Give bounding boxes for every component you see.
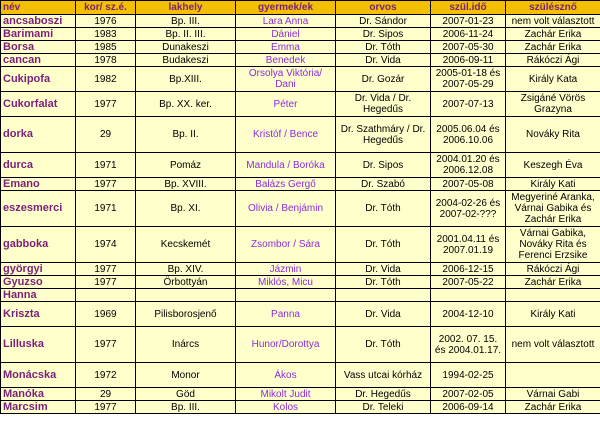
cell-kor: 29 (76, 388, 136, 401)
cell-orvos: Dr. Vida / Dr. Hegedűs (336, 92, 431, 117)
cell-orvos: Dr. Teleki (336, 401, 431, 414)
cell-szuleszno: Király Kata (506, 67, 600, 92)
cell-orvos: Dr. Vida (336, 302, 431, 327)
cell-orvos: Dr. Vida (336, 263, 431, 276)
header-gyermek: gyermek/ek (236, 1, 336, 15)
table-row (1, 276, 600, 289)
cell-gyermek (236, 289, 336, 302)
cell-szuleszno: Megyeriné Aranka, Várnai Gabika és Zachár Erika (506, 191, 600, 227)
cell-szuleszno: Várnai Gabika, Nováky Rita és Ferenci Erzsike (506, 227, 600, 263)
cell-lakhely (136, 289, 236, 302)
cell-szul: 1994-02-25 (431, 363, 506, 388)
table-row (1, 263, 600, 276)
table-row (1, 302, 600, 327)
cell-nev: Hanna (1, 289, 76, 302)
cell-kor: 1977 (76, 276, 136, 289)
table-row (1, 41, 600, 54)
header-lakhely: lakhely (136, 1, 236, 15)
cell-szul: 2002. 07. 15. és 2004.01.17. (431, 327, 506, 363)
table-row (1, 92, 600, 117)
cell-szul: 2005.06.04 és 2006.10.06 (431, 117, 506, 153)
cell-lakhely: Bp. XIV. (136, 263, 236, 276)
cell-szuleszno: Rákóczi Ági (506, 263, 600, 276)
cell-orvos: Dr. Sándor (336, 15, 431, 28)
cell-nev: dorka (1, 117, 76, 153)
cell-gyermek: Zsombor / Sára (236, 227, 336, 263)
cell-lakhely: Pilisborosjenő (136, 302, 236, 327)
cell-orvos: Dr. Tóth (336, 276, 431, 289)
cell-szul (431, 289, 506, 302)
cell-gyermek: Emma (236, 41, 336, 54)
table-row (1, 191, 600, 227)
cell-gyermek: Lara Anna (236, 15, 336, 28)
cell-szul: 2001.04.11 és 2007.01.19 (431, 227, 506, 263)
cell-gyermek: Balázs Gergő (236, 178, 336, 191)
cell-kor: 1971 (76, 153, 136, 178)
cell-szuleszno: Rákóczi Ági (506, 54, 600, 67)
cell-kor: 1978 (76, 54, 136, 67)
cell-orvos: Vass utcai kórház (336, 363, 431, 388)
cell-lakhely: Dunakeszi (136, 41, 236, 54)
cell-orvos: Dr. Sipos (336, 153, 431, 178)
cell-gyermek: Panna (236, 302, 336, 327)
cell-lakhely: Kecskemét (136, 227, 236, 263)
cell-gyermek: Ákos (236, 363, 336, 388)
cell-gyermek: Péter (236, 92, 336, 117)
cell-orvos: Dr. Hegedűs (336, 388, 431, 401)
cell-gyermek: Olivia / Benjámin (236, 191, 336, 227)
header-nev: név (1, 1, 76, 15)
cell-nev: Cukorfalat (1, 92, 76, 117)
header-kor: kor/ sz.é. (76, 1, 136, 15)
cell-szul: 2007-05-22 (431, 276, 506, 289)
cell-lakhely: Bp. II. III. (136, 28, 236, 41)
table-body (1, 15, 600, 414)
cell-szuleszno: nem volt választott (506, 327, 600, 363)
cell-szuleszno: Király Kati (506, 178, 600, 191)
cell-gyermek: Orsolya Viktória/ Dani (236, 67, 336, 92)
cell-kor: 1983 (76, 28, 136, 41)
cell-orvos: Dr. Gozár (336, 67, 431, 92)
cell-nev: gabboka (1, 227, 76, 263)
cell-kor: 1971 (76, 191, 136, 227)
cell-kor: 1977 (76, 327, 136, 363)
cell-szuleszno: Zachár Erika (506, 276, 600, 289)
cell-szul: 2007-05-08 (431, 178, 506, 191)
cell-kor: 1976 (76, 15, 136, 28)
cell-kor: 1969 (76, 302, 136, 327)
cell-orvos: Dr. Szathmáry / Dr. Hegedűs (336, 117, 431, 153)
cell-kor: 1985 (76, 41, 136, 54)
cell-gyermek: Mikolt Judit (236, 388, 336, 401)
cell-nev: Cukipofa (1, 67, 76, 92)
cell-lakhely: Monor (136, 363, 236, 388)
cell-orvos: Dr. Tóth (336, 191, 431, 227)
cell-kor: 1977 (76, 92, 136, 117)
table-row (1, 54, 600, 67)
cell-orvos: Dr. Sipos (336, 28, 431, 41)
table-row (1, 289, 600, 302)
table-row (1, 153, 600, 178)
cell-orvos: Dr. Tóth (336, 227, 431, 263)
cell-gyermek: Jázmin (236, 263, 336, 276)
table-row (1, 67, 600, 92)
table-row (1, 28, 600, 41)
table-row (1, 388, 600, 401)
cell-kor: 1977 (76, 263, 136, 276)
cell-nev: Borsa (1, 41, 76, 54)
cell-nev: Emano (1, 178, 76, 191)
cell-nev: Gyuzso (1, 276, 76, 289)
cell-nev: durca (1, 153, 76, 178)
cell-kor: 1977 (76, 178, 136, 191)
cell-szul: 2004-12-10 (431, 302, 506, 327)
cell-lakhely: Inárcs (136, 327, 236, 363)
cell-kor: 29 (76, 117, 136, 153)
table-row (1, 363, 600, 388)
cell-lakhely: Bp. III. (136, 15, 236, 28)
cell-szul: 2004.01.20 és 2006.12.08 (431, 153, 506, 178)
table-row (1, 327, 600, 363)
table-row (1, 117, 600, 153)
cell-lakhely: Örbottyán (136, 276, 236, 289)
cell-szuleszno (506, 289, 600, 302)
cell-nev: ancsaboszi (1, 15, 76, 28)
cell-gyermek: Hunor/Dorottya (236, 327, 336, 363)
cell-orvos: Dr. Szabó (336, 178, 431, 191)
cell-lakhely: Bp. XX. ker. (136, 92, 236, 117)
cell-gyermek: Mandula / Boróka (236, 153, 336, 178)
cell-szuleszno: Zachár Erika (506, 41, 600, 54)
cell-kor: 1982 (76, 67, 136, 92)
cell-orvos: Dr. Tóth (336, 327, 431, 363)
cell-gyermek: Dániel (236, 28, 336, 41)
header-row (1, 1, 600, 15)
cell-kor: 1974 (76, 227, 136, 263)
cell-orvos: Dr. Vida (336, 54, 431, 67)
cell-lakhely: Bp. III. (136, 401, 236, 414)
cell-szul: 2006-09-14 (431, 401, 506, 414)
cell-nev: györgyi (1, 263, 76, 276)
header-szuleszno: szülésznő (506, 1, 600, 15)
cell-szuleszno: Nováky Rita (506, 117, 600, 153)
cell-szul: 2007-07-13 (431, 92, 506, 117)
cell-nev: Marcsim (1, 401, 76, 414)
cell-orvos: Dr. Tóth (336, 41, 431, 54)
cell-kor: 1977 (76, 401, 136, 414)
cell-szul: 2005-01-18 és 2007-05-29 (431, 67, 506, 92)
cell-szuleszno (506, 363, 600, 388)
cell-lakhely: Bp. XI. (136, 191, 236, 227)
header-szul: szül.idő (431, 1, 506, 15)
cell-szuleszno: Zachár Erika (506, 28, 600, 41)
cell-szul: 2007-05-30 (431, 41, 506, 54)
cell-szuleszno: Király Kati (506, 302, 600, 327)
cell-lakhely: Bp. II. (136, 117, 236, 153)
cell-lakhely: Bp.XIII. (136, 67, 236, 92)
cell-nev: Manóka (1, 388, 76, 401)
cell-lakhely: Budakeszi (136, 54, 236, 67)
cell-gyermek: Kristóf / Bence (236, 117, 336, 153)
table-row (1, 15, 600, 28)
cell-szul: 2006-12-15 (431, 263, 506, 276)
cell-szuleszno: nem volt választott (506, 15, 600, 28)
cell-nev: Monácska (1, 363, 76, 388)
cell-nev: Lilluska (1, 327, 76, 363)
cell-orvos (336, 289, 431, 302)
cell-gyermek: Kolos (236, 401, 336, 414)
cell-nev: eszesmerci (1, 191, 76, 227)
cell-kor (76, 289, 136, 302)
cell-szuleszno: Zsigáné Vörös Grazyna (506, 92, 600, 117)
header-orvos: orvos (336, 1, 431, 15)
cell-szuleszno: Várnai Gabi (506, 388, 600, 401)
cell-nev: Kriszta (1, 302, 76, 327)
cell-szul: 2007-01-23 (431, 15, 506, 28)
cell-szuleszno: Zachár Erika (506, 401, 600, 414)
cell-gyermek: Miklós, Micu (236, 276, 336, 289)
cell-lakhely: Bp. XVIII. (136, 178, 236, 191)
cell-szul: 2006-09-11 (431, 54, 506, 67)
cell-szul: 2006-11-24 (431, 28, 506, 41)
cell-szul: 2007-02-05 (431, 388, 506, 401)
table-row (1, 401, 600, 414)
cell-szul: 2004-02-26 és 2007-02-??? (431, 191, 506, 227)
cell-lakhely: Pomáz (136, 153, 236, 178)
table-row (1, 178, 600, 191)
cell-nev: Barimami (1, 28, 76, 41)
cell-kor: 1972 (76, 363, 136, 388)
cell-gyermek: Benedek (236, 54, 336, 67)
cell-szuleszno: Keszegh Éva (506, 153, 600, 178)
table-row (1, 227, 600, 263)
cell-nev: cancan (1, 54, 76, 67)
cell-lakhely: Göd (136, 388, 236, 401)
